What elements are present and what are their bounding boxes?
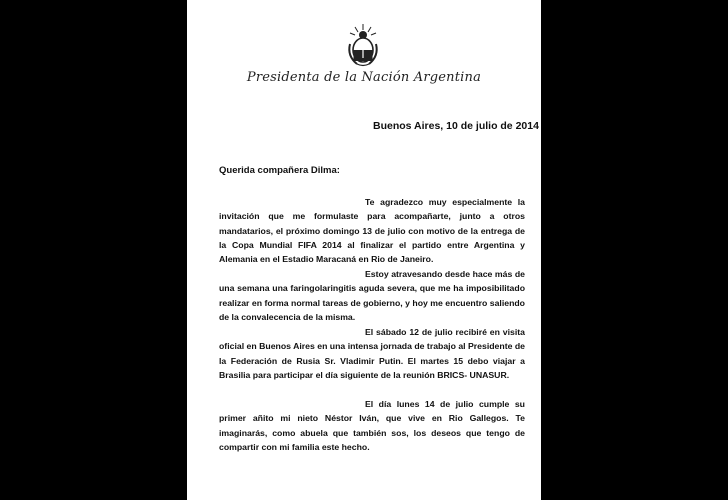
paragraph-invitation: Te agradezco muy especialmente la invitación que me formulaste para acompañarte, junto a otros mandatarios, el próximo domingo 13 de julio con motivo de la entrega de la Copa Mundial FIFA 2014 al finalizar el partido entre Argentina y Alemania en el Estadio Maracaná en Rio de Janeiro. <box>219 197 525 265</box>
paragraph-family: El día lunes 14 de julio cumple su primer añito mi nieto Néstor Iván, que vive en Rio Gallegos. Te imaginarás, como abuela que también sos, los deseos que tengo de compartir con mi familia este hecho. <box>219 399 525 452</box>
date-line: Buenos Aires, 10 de julio de 2014 <box>373 120 539 132</box>
paragraph-illness: Estoy atravesando desde hace más de una semana una faringolaringitis aguda severa, que me ha imposibilitado realizar en forma normal tareas de gobierno, y hoy me encuentro saliendo de la convalecencia de la misma. <box>219 269 525 322</box>
coat-of-arms-icon <box>345 22 381 68</box>
letter-page <box>187 0 541 500</box>
letterhead-title: Presidenta de la Nación Argentina <box>246 70 482 85</box>
salutation: Querida compañera Dilma: <box>219 165 340 176</box>
paragraph-agenda: El sábado 12 de julio recibiré en visita oficial en Buenos Aires en una intensa jornada de trabajo al Presidente de la Federación de Rusia Sr. Vladimir Putin. El martes 15 debo viajar a Brasilia para participar el día siguiente de la reunión BRICS- UNASUR. <box>219 327 525 380</box>
